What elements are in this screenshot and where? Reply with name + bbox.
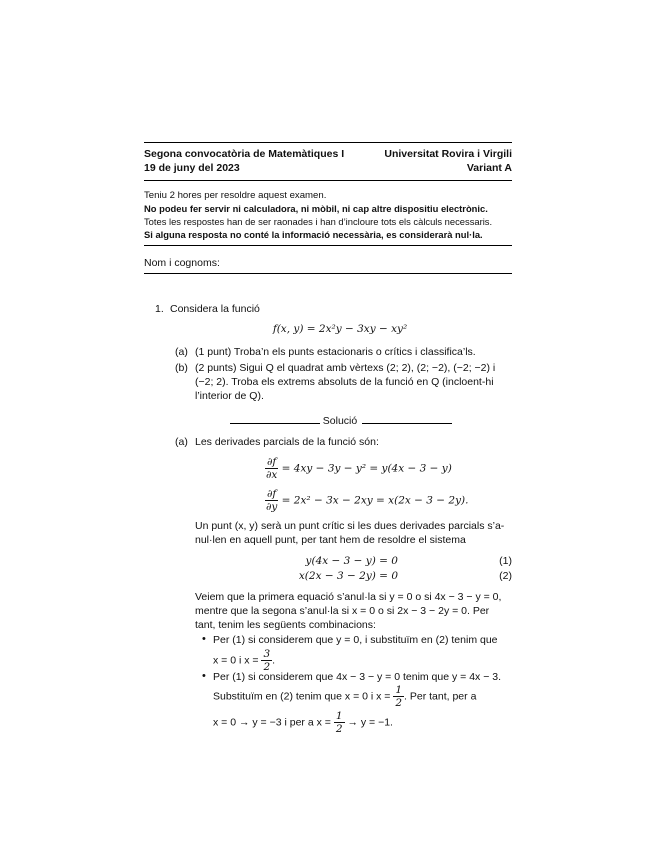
dfdy-rhs: = 2x² − 3x − 2xy = x(2x − 3 − 2y). (281, 494, 469, 507)
bullet-2-fraction-den: 2 (395, 697, 403, 709)
instruction-time: Teniu 2 hores per resoldre aquest examen. (144, 190, 327, 201)
bullet-1-line2-pre: x = 0 i x = (213, 654, 259, 667)
dfdy-denominator: ∂y (265, 501, 278, 513)
part-b-line3: l’interior de Q). (195, 390, 264, 402)
bullet-2-fraction-2-num: 1 (335, 710, 343, 722)
bullet-2-line1: Per (1) si considerem que 4x − 3 − y = 0 tenim que y = 4x − 3. (213, 671, 502, 683)
dfdy-equation (265, 488, 468, 513)
problem-function: f(x, y) = 2x²y − 3xy − xy² (272, 323, 408, 335)
header-bottom-rule (144, 180, 512, 181)
header-date: 19 de juny del 2023 (144, 162, 240, 174)
bullet-2-line3 (213, 710, 393, 735)
equation-2: x(2x − 3 − 2y) = 0 (298, 570, 398, 582)
solution-rule-left (230, 423, 320, 424)
dfdy-numerator: ∂f (267, 488, 277, 500)
top-rule (144, 142, 512, 143)
dfdx-equation (265, 456, 452, 481)
instruction-reasoned: Totes les respostes han de ser raonades i han d’incloure tots els càlculs necessaris. (144, 216, 493, 227)
bullet-1-line2-post: . (272, 654, 276, 667)
bullet-1-fraction-num: 3 (263, 648, 271, 660)
bullet-1-fraction-den: 2 (263, 661, 271, 673)
solution-a-label: (a) (175, 436, 188, 448)
instruction-no-devices: No podeu fer servir ni calculadora, ni mòbil, ni cap altre dispositiu electrònic. (144, 203, 488, 214)
bullet-1-fraction (261, 648, 272, 673)
dfdx-numerator: ∂f (267, 456, 277, 468)
equation-1-tag: (1) (499, 555, 512, 567)
instructions-bottom-rule (144, 245, 512, 246)
dfdx-rhs: = 4xy − 3y − y² = y(4x − 3 − y) (281, 462, 452, 475)
solution-a-intro: Les derivades parcials de la funció són: (195, 436, 379, 448)
bullet-2-line3-post: → y = −1. (347, 716, 393, 729)
bullet-1-marker: • (202, 633, 206, 645)
bullet-2-line2 (213, 684, 476, 709)
bullet-2-line2-pre: Substituïm en (2) tenim que x = 0 i x = (213, 690, 391, 703)
bullet-2-line3-pre: x = 0 → y = −3 i per a x = (213, 716, 331, 729)
bullet-2-fraction (393, 684, 404, 709)
critical-point-line1: Un punt (x, y) serà un punt crític si les dues derivades parcials s’a- (195, 520, 505, 532)
bullet-2-marker: • (202, 670, 206, 682)
bullet-2-fraction-num: 1 (395, 684, 403, 696)
solution-heading: Solució (322, 415, 358, 427)
name-rule (144, 273, 512, 274)
dfdx-fraction (265, 456, 278, 481)
problem-number: 1. (155, 303, 164, 315)
header-university: Universitat Rovira i Virgili (384, 148, 512, 160)
dfdy-fraction (265, 488, 278, 513)
veiem-line3: tant, tenim les següents combinacions: (195, 619, 376, 631)
bullet-1-line1: Per (1) si considerem que y = 0, i substituïm en (2) tenim que (213, 634, 498, 646)
bullet-2-fraction-2-den: 2 (335, 723, 343, 735)
bullet-2-fraction-2 (334, 710, 345, 735)
part-a-label: (a) (175, 346, 188, 358)
part-a-text: (1 punt) Troba’n els punts estacionaris o crítics i classifica’ls. (195, 346, 476, 358)
bullet-1-line2 (213, 648, 275, 673)
problem-intro: Considera la funció (170, 303, 260, 315)
part-b-label: (b) (175, 362, 188, 374)
part-b-line1: (2 punts) Sigui Q el quadrat amb vèrtexs (2; 2), (2; −2), (−2; −2) i (195, 362, 496, 374)
instruction-null: Si alguna resposta no conté la informació necessària, es considerarà nul·la. (144, 229, 483, 240)
veiem-line2: mentre que la segona s’anul·la si x = 0 o si 2x − 3 − 2y = 0. Per (195, 605, 490, 617)
header-course-title: Segona convocatòria de Matemàtiques I (144, 148, 345, 160)
part-b-line2: (−2; 2). Troba els extrems absoluts de la funció en Q (incloent-hi (195, 376, 494, 388)
solution-rule-right (362, 423, 452, 424)
bullet-2-line2-post: . Per tant, per a (404, 690, 477, 703)
header-variant: Variant A (466, 162, 512, 174)
veiem-line1: Veiem que la primera equació s’anul·la si y = 0 o si 4x − 3 − y = 0, (195, 591, 502, 603)
dfdx-denominator: ∂x (265, 469, 278, 481)
equation-2-tag: (2) (499, 570, 512, 582)
equation-1: y(4x − 3 − y) = 0 (305, 555, 398, 567)
critical-point-line2: nul·len en aquell punt, per tant hem de resoldre el sistema (195, 534, 466, 546)
name-label: Nom i cognoms: (144, 257, 220, 269)
